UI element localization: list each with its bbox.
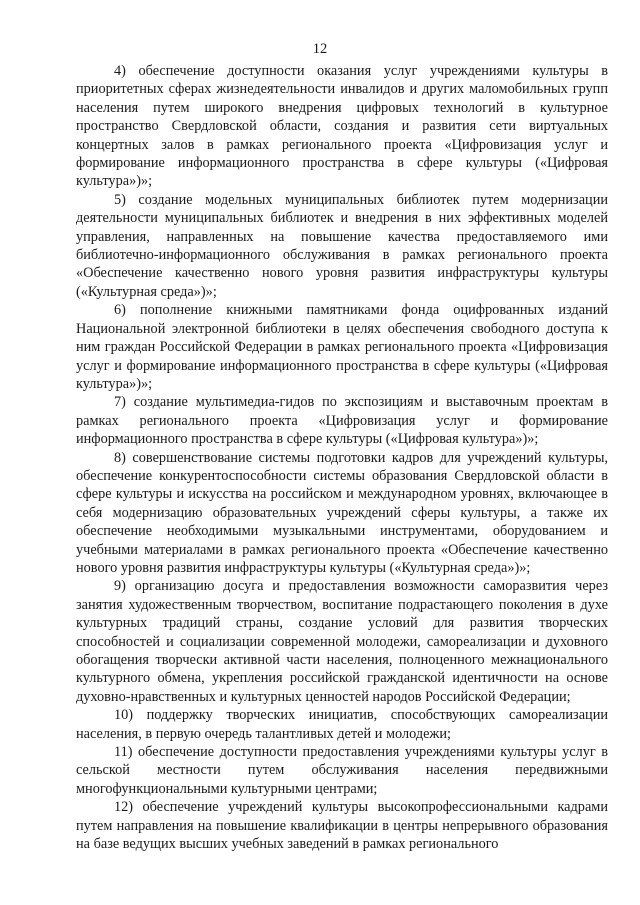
- paragraph-item-12: 12) обеспечение учреждений культуры высокопрофессиональными кадрами путем направления на повышение квалификации в центры непрерывного образования на базе ведущих высших учебных заведений в рамках регионального: [76, 799, 608, 853]
- document-body: [76, 62, 608, 853]
- paragraph-item-10: 10) поддержку творческих инициатив, способствующих самореализации населения, в первую очередь талантливых детей и молодежи;: [76, 707, 608, 742]
- paragraph-item-4: 4) обеспечение доступности оказания услуг учреждениями культуры в приоритетных сферах жизнедеятельности инвалидов и других маломобильных групп населения путем широкого внедрения цифровых технологий в культурное пространство Свердловской области, создания и развития сети виртуальных концертных залов в рамках регионального проекта «Цифровизация услуг и формирование информационного пространства в сфере культуры («Цифровая культура»)»;: [76, 63, 608, 190]
- page-number: 12: [312, 41, 328, 57]
- paragraph-item-9: 9) организацию досуга и предоставления возможности саморазвития через занятия художественным творчеством, воспитание подрастающего поколения в духе культурных традиций страны, создание условий для развития творческих способностей и социализации современной молодежи, самореализации и духовного обогащения творчески активной части населения, полноценного межнационального культурного обмена, укрепления российской гражданской идентичности на основе духовно-нравственных и культурных ценностей народов Российской Федерации;: [76, 578, 608, 705]
- paragraph-item-5: 5) создание модельных муниципальных библиотек путем модернизации деятельности муниципальных библиотек и внедрения в них эффективных моделей управления, направленных на повышение качества предоставляемого ими библиотечно-информационного обслуживания в рамках регионального проекта «Обеспечение качественно нового уровня развития инфраструктуры культуры («Культурная среда»)»;: [76, 191, 608, 300]
- paragraph-item-6: 6) пополнение книжными памятниками фонда оцифрованных изданий Национальной электронной библиотеки в целях обеспечения свободного доступа к ним граждан Российской Федерации в рамках регионального проекта «Цифровизация услуг и формирование информационного пространства в сфере культуры («Цифровая культура»)»;: [76, 302, 608, 392]
- paragraph-item-11: 11) обеспечение доступности предоставления учреждениями культуры услуг в сельской местности путем обслуживания населения передвижными многофункциональными культурными центрами;: [76, 744, 608, 797]
- paragraph-item-7: 7) создание мультимедиа-гидов по экспозициям и выставочным проектам в рамках регионального проекта «Цифровизация услуг и формирование информационного пространства в сфере культуры («Цифровая культура»)»;: [76, 394, 608, 448]
- paragraph-item-8: 8) совершенствование системы подготовки кадров для учреждений культуры, обеспечение конкурентоспособности системы образования Свердловской области в сфере культуры и искусства на российском и международном уровнях, включающее в себя модернизацию образовательных учреждений сферы культуры, а также их обеспечение необходимыми музыкальными инструментами, оборудованием и учебными материалами в рамках регионального проекта «Обеспечение качественно нового уровня развития инфраструктуры культуры («Культурная среда»)»;: [76, 449, 608, 576]
